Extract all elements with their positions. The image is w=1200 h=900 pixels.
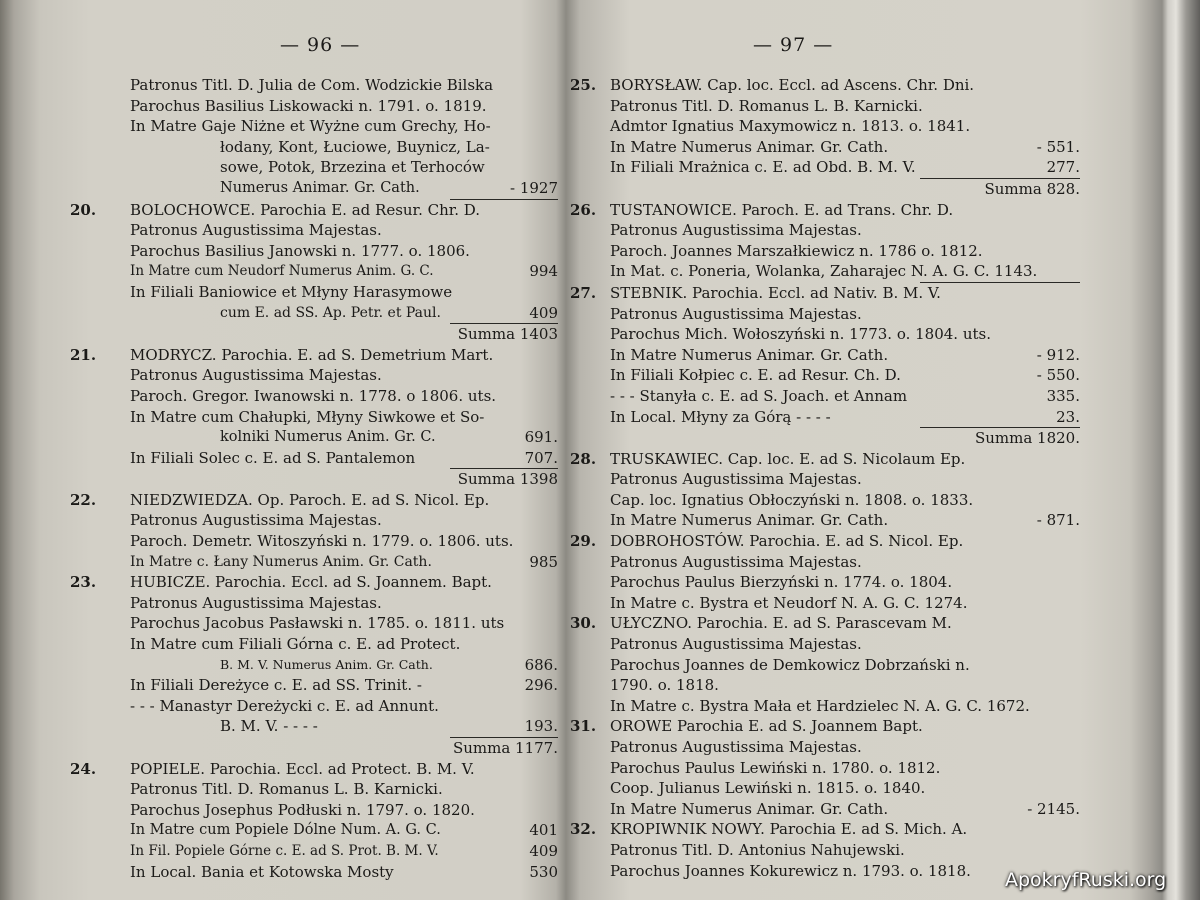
summa-text: Summa 1177. [452,739,558,757]
entry-number: 26. [570,200,597,219]
line-text: MODRYCZ. Parochia. E. ad S. Demetrium Mart. [130,345,494,364]
count-value: - 551. [1036,137,1080,156]
line-text: Parochus Basilius Liskowacki n. 1791. o. 1819. [130,96,487,115]
line-text: In Matre Gaje Niżne et Wyżne cum Grechy, Ho- [130,117,491,136]
text-line [70,593,560,614]
text-line [70,427,560,448]
line-text: In Filiali Kołpiec c. E. ad Resur. Ch. D. [610,366,901,385]
text-line [570,778,1160,799]
text-line [70,261,560,282]
count-value: 530 [529,862,558,881]
text-line [70,800,560,821]
line-text: Parochus Josephus Podłuski n. 1797. o. 1820. [130,800,475,819]
count-value: 686. [524,655,558,674]
summa-text: Summa 1403 [457,325,558,344]
line-text: Patronus Augustissima Majestas. [130,593,382,612]
text-line [570,572,1160,593]
line-text: TRUSKAWIEC. Cap. loc. E. ad S. Nicolaum Ep. [610,449,966,468]
summa-text: Summa 828. [984,179,1080,198]
entry-number: 23. [70,573,97,592]
text-line [570,613,1160,634]
line-text: In Matre Numerus Animar. Gr. Cath. [610,345,889,364]
summa-line [70,738,560,759]
line-text: Parochus Paulus Lewiński n. 1780. o. 1812. [610,758,941,777]
text-line [70,716,560,737]
text-line [70,241,560,262]
count-value: - 1927 [509,178,558,197]
line-text: Patronus Augustissima Majestas. [610,552,862,571]
line-text: Patronus Augustissima Majestas. [610,470,862,489]
entry-number: 20. [70,200,97,219]
text-line [70,96,560,117]
line-text: In Filiali Mrażnica c. E. ad Obd. B. M. V. [610,158,916,177]
text-line [570,593,1160,614]
line-text: Patronus Augustissima Majestas. [610,304,862,323]
line-text: Parochus Joannes Kokurewicz n. 1793. o. 1818. [610,861,971,880]
text-line [570,241,1160,262]
count-value: - 2145. [1027,799,1080,818]
text-line [570,469,1160,490]
line-text: cum E. ad SS. Ap. Petr. et Paul. [220,304,441,321]
line-text: In Local. Młyny za Górą - - - - [610,407,831,426]
count-value: 409 [529,841,558,860]
entry-number: 25. [570,76,597,94]
count-value: 994 [529,262,558,281]
text-line [570,840,1160,861]
text-line [570,819,1160,840]
text-line [70,613,560,634]
line-text: 1790. o. 1818. [610,676,719,695]
text-line [570,365,1160,386]
line-text: Parochus Joannes de Demkowicz Dobrzański n. [610,655,970,674]
line-text: łodany, Kont, Łuciowe, Buynicz, La- [220,137,490,156]
text-line [70,841,560,862]
text-line [570,634,1160,655]
count-value: - 550. [1036,366,1080,385]
line-text: Parochus Mich. Wołoszyński n. 1773. o. 1804. uts. [610,325,991,344]
count-value: 691. [524,428,558,447]
entry-number: 22. [70,490,97,509]
line-text: POPIELE. Parochia. Eccl. ad Protect. B. M. V. [130,759,475,778]
text-line [570,345,1160,366]
entry-number: 31. [570,717,597,736]
text-line [70,675,560,696]
text-line [70,200,560,221]
line-text: In Fil. Popiele Górne c. E. ad S. Prot. B. M. V. [130,842,439,859]
line-text: Patronus Augustissima Majestas. [610,738,862,756]
line-text: In Matre Numerus Animar. Gr. Cath. [610,799,889,818]
text-line [570,490,1160,511]
text-line [70,655,560,676]
line-text: In Filiali Dereżyce c. E. ad SS. Trinit. - [130,676,422,695]
text-line [70,820,560,841]
line-text: In Matre c. Bystra et Neudorf N. A. G. C. 1274. [610,593,968,612]
line-text: In Filiali Baniowice et Młyny Harasymowe [130,282,453,301]
text-line [70,531,560,552]
count-value: 193. [524,717,558,736]
text-line [70,407,560,428]
text-line [570,200,1160,221]
entry-number: 27. [570,283,597,302]
line-text: In Mat. c. Poneria, Wolanka, Zaharajec N. A. G. C. 1143. [610,262,1038,281]
text-line [70,862,560,883]
line-text: In Matre cum Chałupki, Młyny Siwkowe et So- [130,407,485,426]
line-text: TUSTANOWICE. Paroch. E. ad Trans. Chr. D. [610,200,954,219]
count-value: - 871. [1036,511,1080,530]
entry-number: 32. [570,820,597,839]
line-text: Patronus Titl. D. Romanus L. B. Karnicki. [130,780,443,799]
line-text: In Matre c. Bystra Mała et Hardzielec N. A. G. C. 1672. [610,696,1030,715]
text-line [570,531,1160,552]
count-value: 23. [1056,407,1080,426]
text-line [570,655,1160,676]
text-line [70,572,560,593]
line-text: UŁYCZNO. Parochia. E. ad S. Parascevam M. [610,614,952,633]
text-line [570,696,1160,717]
text-line [570,261,1160,282]
line-text: In Matre Numerus Animar. Gr. Cath. [610,511,889,530]
line-text: In Matre c. Łany Numerus Anim. Gr. Cath. [130,553,432,570]
line-text: - - - Manastyr Dereżycki c. E. ad Annunt. [130,696,439,715]
text-line [570,137,1160,158]
text-line [570,737,1160,758]
left-page [70,0,560,900]
line-text: Patronus Augustissima Majestas. [130,221,382,240]
line-text: kolniki Numerus Anim. Gr. C. [220,429,436,446]
line-text: Patronus Augustissima Majestas. [610,635,862,654]
summa-line [570,179,1160,200]
count-value: 296. [524,676,558,695]
text-line [570,449,1160,470]
line-text: Parochus Paulus Bierzyński n. 1774. o. 1804. [610,573,953,592]
line-text: Paroch. Demetr. Witoszyński n. 1779. o. 1806. uts. [130,532,514,551]
text-line [70,157,560,178]
count-value: 401 [529,821,558,840]
line-text: Parochus Basilius Janowski n. 1777. o. 1806. [130,241,470,260]
entry-number: 30. [570,614,597,633]
line-text: Admtor Ignatius Maxymowicz n. 1813. o. 1841. [610,117,971,136]
line-text: In Matre cum Filiali Górna c. E. ad Protect. [130,635,461,654]
line-text: B. M. V. Numerus Anim. Gr. Cath. [220,656,433,672]
text-line [70,448,560,469]
text-line [70,759,560,780]
line-text: STEBNIK. Parochia. Eccl. ad Nativ. B. M. V. [610,283,941,302]
page-number: — 96 — [280,34,361,56]
text-line [70,552,560,573]
count-value: 985 [529,552,558,571]
line-text: KROPIWNIK NOWY. Parochia E. ad S. Mich. A. [610,820,968,839]
page-lines [570,75,1160,881]
text-line [70,490,560,511]
count-value: - 912. [1036,345,1080,364]
page-number: — 97 — [753,34,834,56]
line-text: Patronus Augustissima Majestas. [130,366,382,385]
count-value: 409 [529,303,558,322]
text-line [70,282,560,303]
entry-number: 28. [570,449,597,468]
summa-text: Summa 1398 [457,470,558,489]
text-line [70,116,560,137]
text-line [570,675,1160,696]
line-text: OROWE Parochia E. ad S. Joannem Bapt. [610,717,923,736]
text-line [570,75,1160,96]
text-line [570,283,1160,304]
line-text: Cap. loc. Ignatius Obłoczyński n. 1808. o. 1833. [610,490,974,509]
text-line [70,75,560,96]
line-text: B. M. V. - - - - [220,717,318,736]
page-lines [70,75,560,882]
count-value: 277. [1046,158,1080,177]
text-line [70,137,560,158]
text-line [70,345,560,366]
text-line [570,304,1160,325]
text-line [570,510,1160,531]
line-text: HUBICZE. Parochia. Eccl. ad S. Joannem. Bapt. [130,573,492,592]
line-text: Numerus Animar. Gr. Cath. [220,179,420,196]
summa-line [70,324,560,345]
text-line [70,220,560,241]
line-text: - - - Stanyła c. E. ad S. Joach. et Annam [610,386,908,405]
line-text: In Local. Bania et Kotowska Mosty [130,862,394,881]
summa-text: Summa 1820. [974,429,1080,448]
text-line [570,220,1160,241]
text-line [570,799,1160,820]
text-line [570,758,1160,779]
line-text: In Matre cum Neudorf Numerus Anim. G. C. [130,263,434,280]
text-line [570,324,1160,345]
line-text: Paroch. Joannes Marszałkiewicz n. 1786 o. 1812. [610,241,983,260]
entry-number: 29. [570,532,597,551]
line-text: Patronus Titl. D. Romanus L. B. Karnicki. [610,96,923,115]
text-line [570,552,1160,573]
text-line [570,386,1160,407]
text-line [70,696,560,717]
watermark: ApokryfRuski.org [1005,869,1167,891]
summa-line [70,469,560,490]
line-text: NIEDZWIEDZA. Op. Paroch. E. ad S. Nicol. Ep. [130,490,490,509]
text-line [570,716,1160,737]
text-line [570,407,1160,428]
text-line [70,365,560,386]
line-text: In Filiali Solec c. E. ad S. Pantalemon [130,448,416,467]
line-text: Patronus Augustissima Majestas. [610,221,862,240]
line-text: DOBROHOSTÓW. Parochia. E. ad S. Nicol. Ep. [610,532,964,551]
text-line [70,634,560,655]
line-text: Paroch. Gregor. Iwanowski n. 1778. o 1806. uts. [130,386,497,405]
line-text: Patronus Augustissima Majestas. [130,511,382,530]
text-line [70,386,560,407]
text-line [570,96,1160,117]
text-line [70,779,560,800]
count-value: 335. [1046,386,1080,405]
line-text: Coop. Julianus Lewiński n. 1815. o. 1840. [610,779,926,798]
text-line [70,303,560,324]
line-text: In Matre Numerus Animar. Gr. Cath. [610,137,889,156]
line-text: sowe, Potok, Brzezina et Terhoców [220,158,485,177]
entry-number: 24. [70,759,97,778]
text-line [70,178,560,199]
line-text: BORYSŁAW. Cap. loc. Eccl. ad Ascens. Chr. Dni. [610,76,975,94]
line-text: In Matre cum Popiele Dólne Num. A. G. C. [130,822,441,839]
text-line [70,510,560,531]
entry-number: 21. [70,345,97,364]
count-value: 707. [524,448,558,467]
line-text: Patronus Titl. D. Julia de Com. Wodzickie Bilska [130,76,494,94]
right-page [570,0,1160,900]
summa-line [570,428,1160,449]
text-line [570,157,1160,178]
line-text: BOLOCHOWCE. Parochia E. ad Resur. Chr. D. [130,200,481,219]
line-text: Patronus Titl. D. Antonius Nahujewski. [610,840,905,859]
line-text: Parochus Jacobus Pasławski n. 1785. o. 1811. uts [130,614,505,633]
text-line [570,116,1160,137]
